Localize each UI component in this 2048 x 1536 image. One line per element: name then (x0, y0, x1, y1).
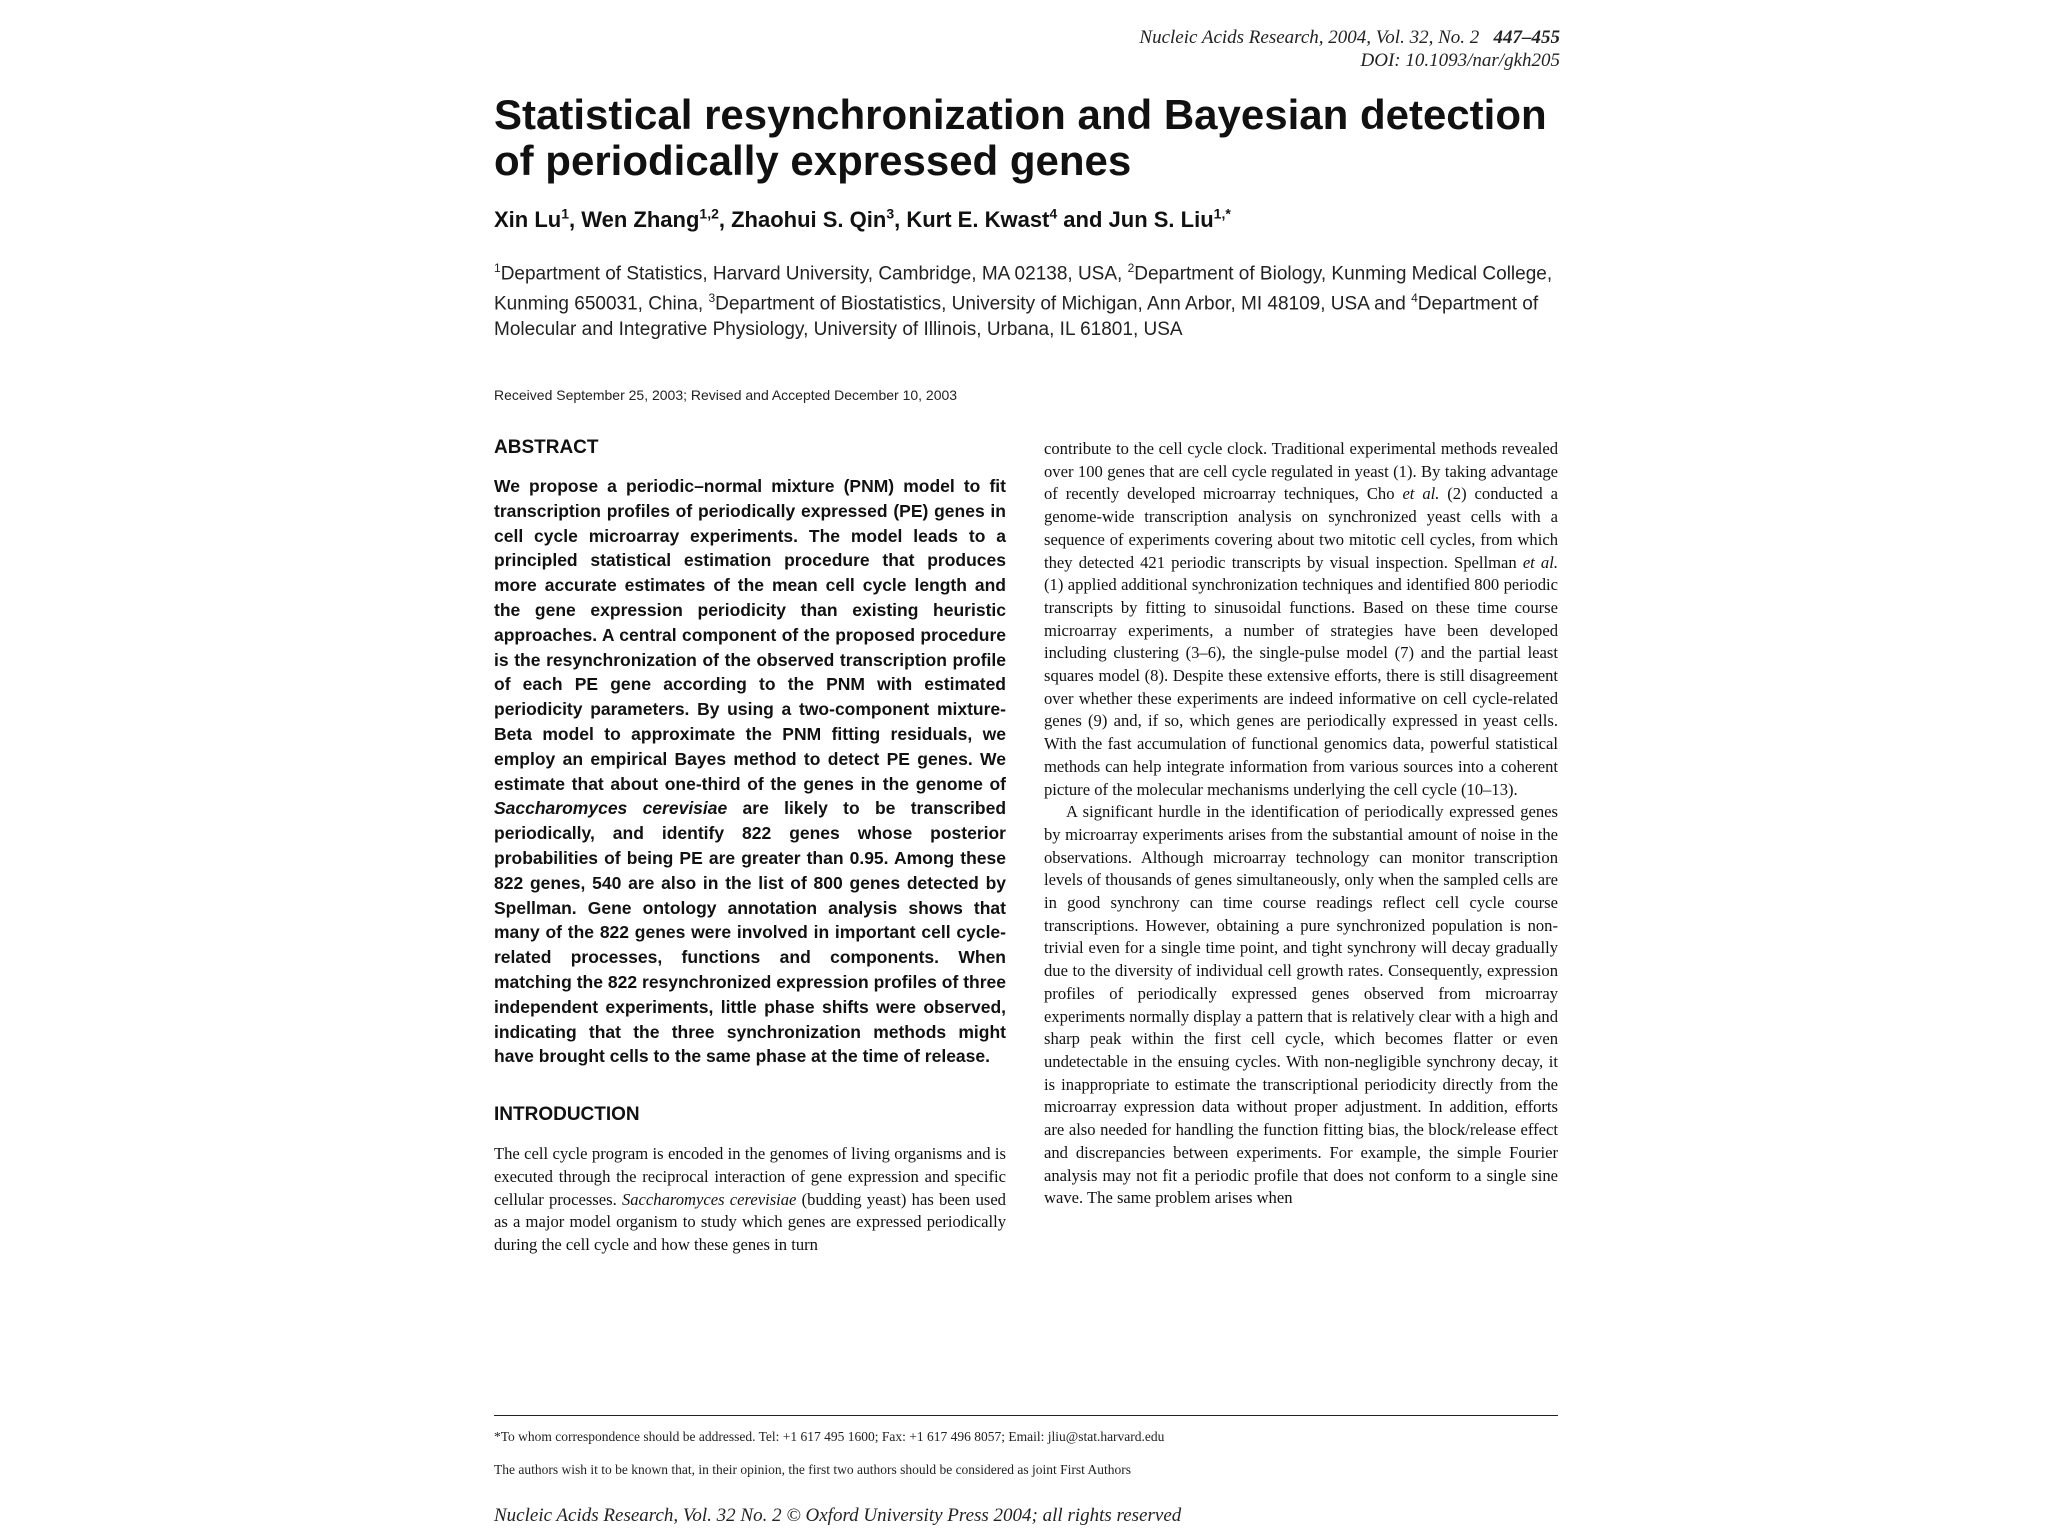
introduction-paragraph: A significant hurdle in the identification of periodically expressed genes by microarray experiments arises from the substantial amount of noise in the observations. Although microarray technology can monitor transcription levels of thousands of genes simultaneously, only when the sampled cells are in good synchrony can time course readings reflect cell cycle course transcriptions. However, obtaining a pure synchronized population is non-trivial even for a single time point, and tight synchrony will decay gradually due to the diversity of individual cell growth rates. Consequently, expression profiles of periodically expressed genes observed from microarray experiments normally display a pattern that is relatively clear with a high and sharp peak within the first cell cycle, which becomes flatter or even undetectable in the ensuing cycles. With non-negligible synchrony decay, it is inappropriate to estimate the transcriptional periodicity directly from the microarray expression data without proper adjustment. In addition, efforts are also needed for handling the function fitting bias, the block/release effect and discrepancies between experiments. For example, the simple Fourier analysis may not fit a periodic profile that does not conform to a single sine wave. The same problem arises when (1044, 802, 1558, 1208)
introduction-paragraph: The cell cycle program is encoded in the genomes of living organisms and is executed through the reciprocal interaction of gene expression and specific cellular processes. Saccharomyces cerevisiae (budding yeast) has been used as a major model organism to study which genes are expressed periodically during the cell cycle and how these genes in turn (494, 1144, 1006, 1254)
page-range: 447–455 (1493, 27, 1560, 48)
affiliation: Department of Statistics, Harvard University, Cambridge, MA 02138, USA, (500, 263, 1128, 285)
species-name: Saccharomyces cerevisiae (494, 798, 728, 819)
paper-title: Statistical resynchronization and Bayesian detection of periodically expressed genes (494, 91, 1547, 184)
author: Zhaohui S. Qin$^3$, (731, 206, 907, 233)
abstract-text: We propose a periodic–normal mixture (PNM) model to fit transcription profiles of periodically expressed (PE) genes in cell cycle microarray experiments. The model leads to a principled statistical estimation procedure that produces more accurate estimates of the mean cell cycle length and the gene expression periodicity than existing heuristic approaches. A central component of the proposed procedure is the resynchronization of the observed transcription profile of each PE gene according to the PNM with estimated periodicity parameters. By using a two-component mixture-Beta model to approximate the PNM fitting residuals, we employ an empirical Bayes method to detect PE genes. We estimate that about one-third of the genes in the genome of Saccharomyces cerevisiae are likely to be transcribed periodically, and identify 822 genes whose posterior probabilities of being PE are greater than 0.95. Among these 822 genes, 540 are also in the list of 800 genes detected by Spellman. Gene ontology annotation analysis shows that many of the 822 genes were involved in important cell cycle-related processes, functions and components. When matching the 822 resynchronized expression profiles of three independent experiments, little phase shifts were observed, indicating that the three synchronization methods might have brought cells to the same phase at the time of release. (494, 476, 1007, 1067)
affiliation: Department of Biology, Kunming Medical College, Kunming 650031, China, (494, 263, 1553, 315)
journal-citation-line (960, 26, 1560, 49)
species-name: Saccharomyces cerevisiae (621, 1189, 797, 1209)
affiliations (494, 256, 1574, 342)
left-column (494, 436, 1006, 1257)
journal-header (960, 26, 1560, 72)
right-column (1044, 438, 1558, 1210)
abstract-heading: ABSTRACT (494, 437, 599, 458)
affiliation-marker: 1 (494, 261, 501, 275)
received-dates: Received September 25, 2003; Revised and Accepted December 10, 2003 (494, 387, 958, 403)
affiliation: Department of Molecular and Integrative Physiology, University of Illinois, Urbana, IL 61801, USA (494, 293, 1539, 340)
affiliation-marker: 2 (1127, 261, 1135, 275)
introduction-paragraph: contribute to the cell cycle clock. Traditional experimental methods revealed over 100 genes that are cell cycle regulated in yeast (1). By taking advantage of recently developed microarray techniques, Cho et al. (2) conducted a genome-wide transcription analysis on synchronized yeast cells with a sequence of experiments covering about two mitotic cell cycles, from which they detected 421 periodic transcripts by visual inspection. Spellman et al. (1) applied additional synchronization techniques and identified 800 periodic transcripts by fitting to sinusoidal functions. Based on these time course microarray experiments, a number of strategies have been developed including clustering (3–6), the single-pulse model (7) and the partial least squares model (8). Despite these extensive efforts, there is still disagreement over whether these experiments are indeed informative on cell cycle-related genes (9) and, if so, which genes are periodically expressed in yeast cells. With the fast accumulation of functional genomics data, powerful statistical methods can help integrate information from various sources into a coherent picture of the molecular mechanisms underlying the cell cycle (10–13). (1044, 439, 1558, 799)
footnote-divider (494, 1415, 1558, 1416)
joint-authorship-footnote: The authors wish it to be known that, in their opinion, the first two authors should be considered as joint First Authors (494, 1462, 1132, 1477)
author: Kurt E. Kwast$^4$ and (906, 206, 1109, 233)
author: Wen Zhang$^{1,2}$, (581, 206, 732, 233)
introduction-heading: INTRODUCTION (494, 1104, 640, 1126)
doi: DOI: 10.1093/nar/gkh205 (1360, 50, 1560, 71)
affiliation: Department of Biostatistics, University of Michigan, Ann Arbor, MI 48109, USA and (715, 293, 1412, 315)
author-list (494, 200, 1574, 234)
journal-footer: Nucleic Acids Research, Vol. 32 No. 2 © Oxford University Press 2004; all rights reserved (494, 1505, 1182, 1526)
affiliation-marker: 3 (708, 291, 716, 306)
correspondence-footnote: *To whom correspondence should be addressed. Tel: +1 617 495 1600; Fax: +1 617 496 8057; Email: jliu@stat.harvard.edu (494, 1429, 1165, 1444)
author: Xin Lu$^1$, (494, 206, 582, 233)
affiliation-marker: 4 (1411, 291, 1418, 306)
author: Jun S. Liu$^{1,*}$ (1108, 206, 1231, 233)
journal-citation: Nucleic Acids Research, 2004, Vol. 32, No. 2 (1139, 27, 1480, 48)
